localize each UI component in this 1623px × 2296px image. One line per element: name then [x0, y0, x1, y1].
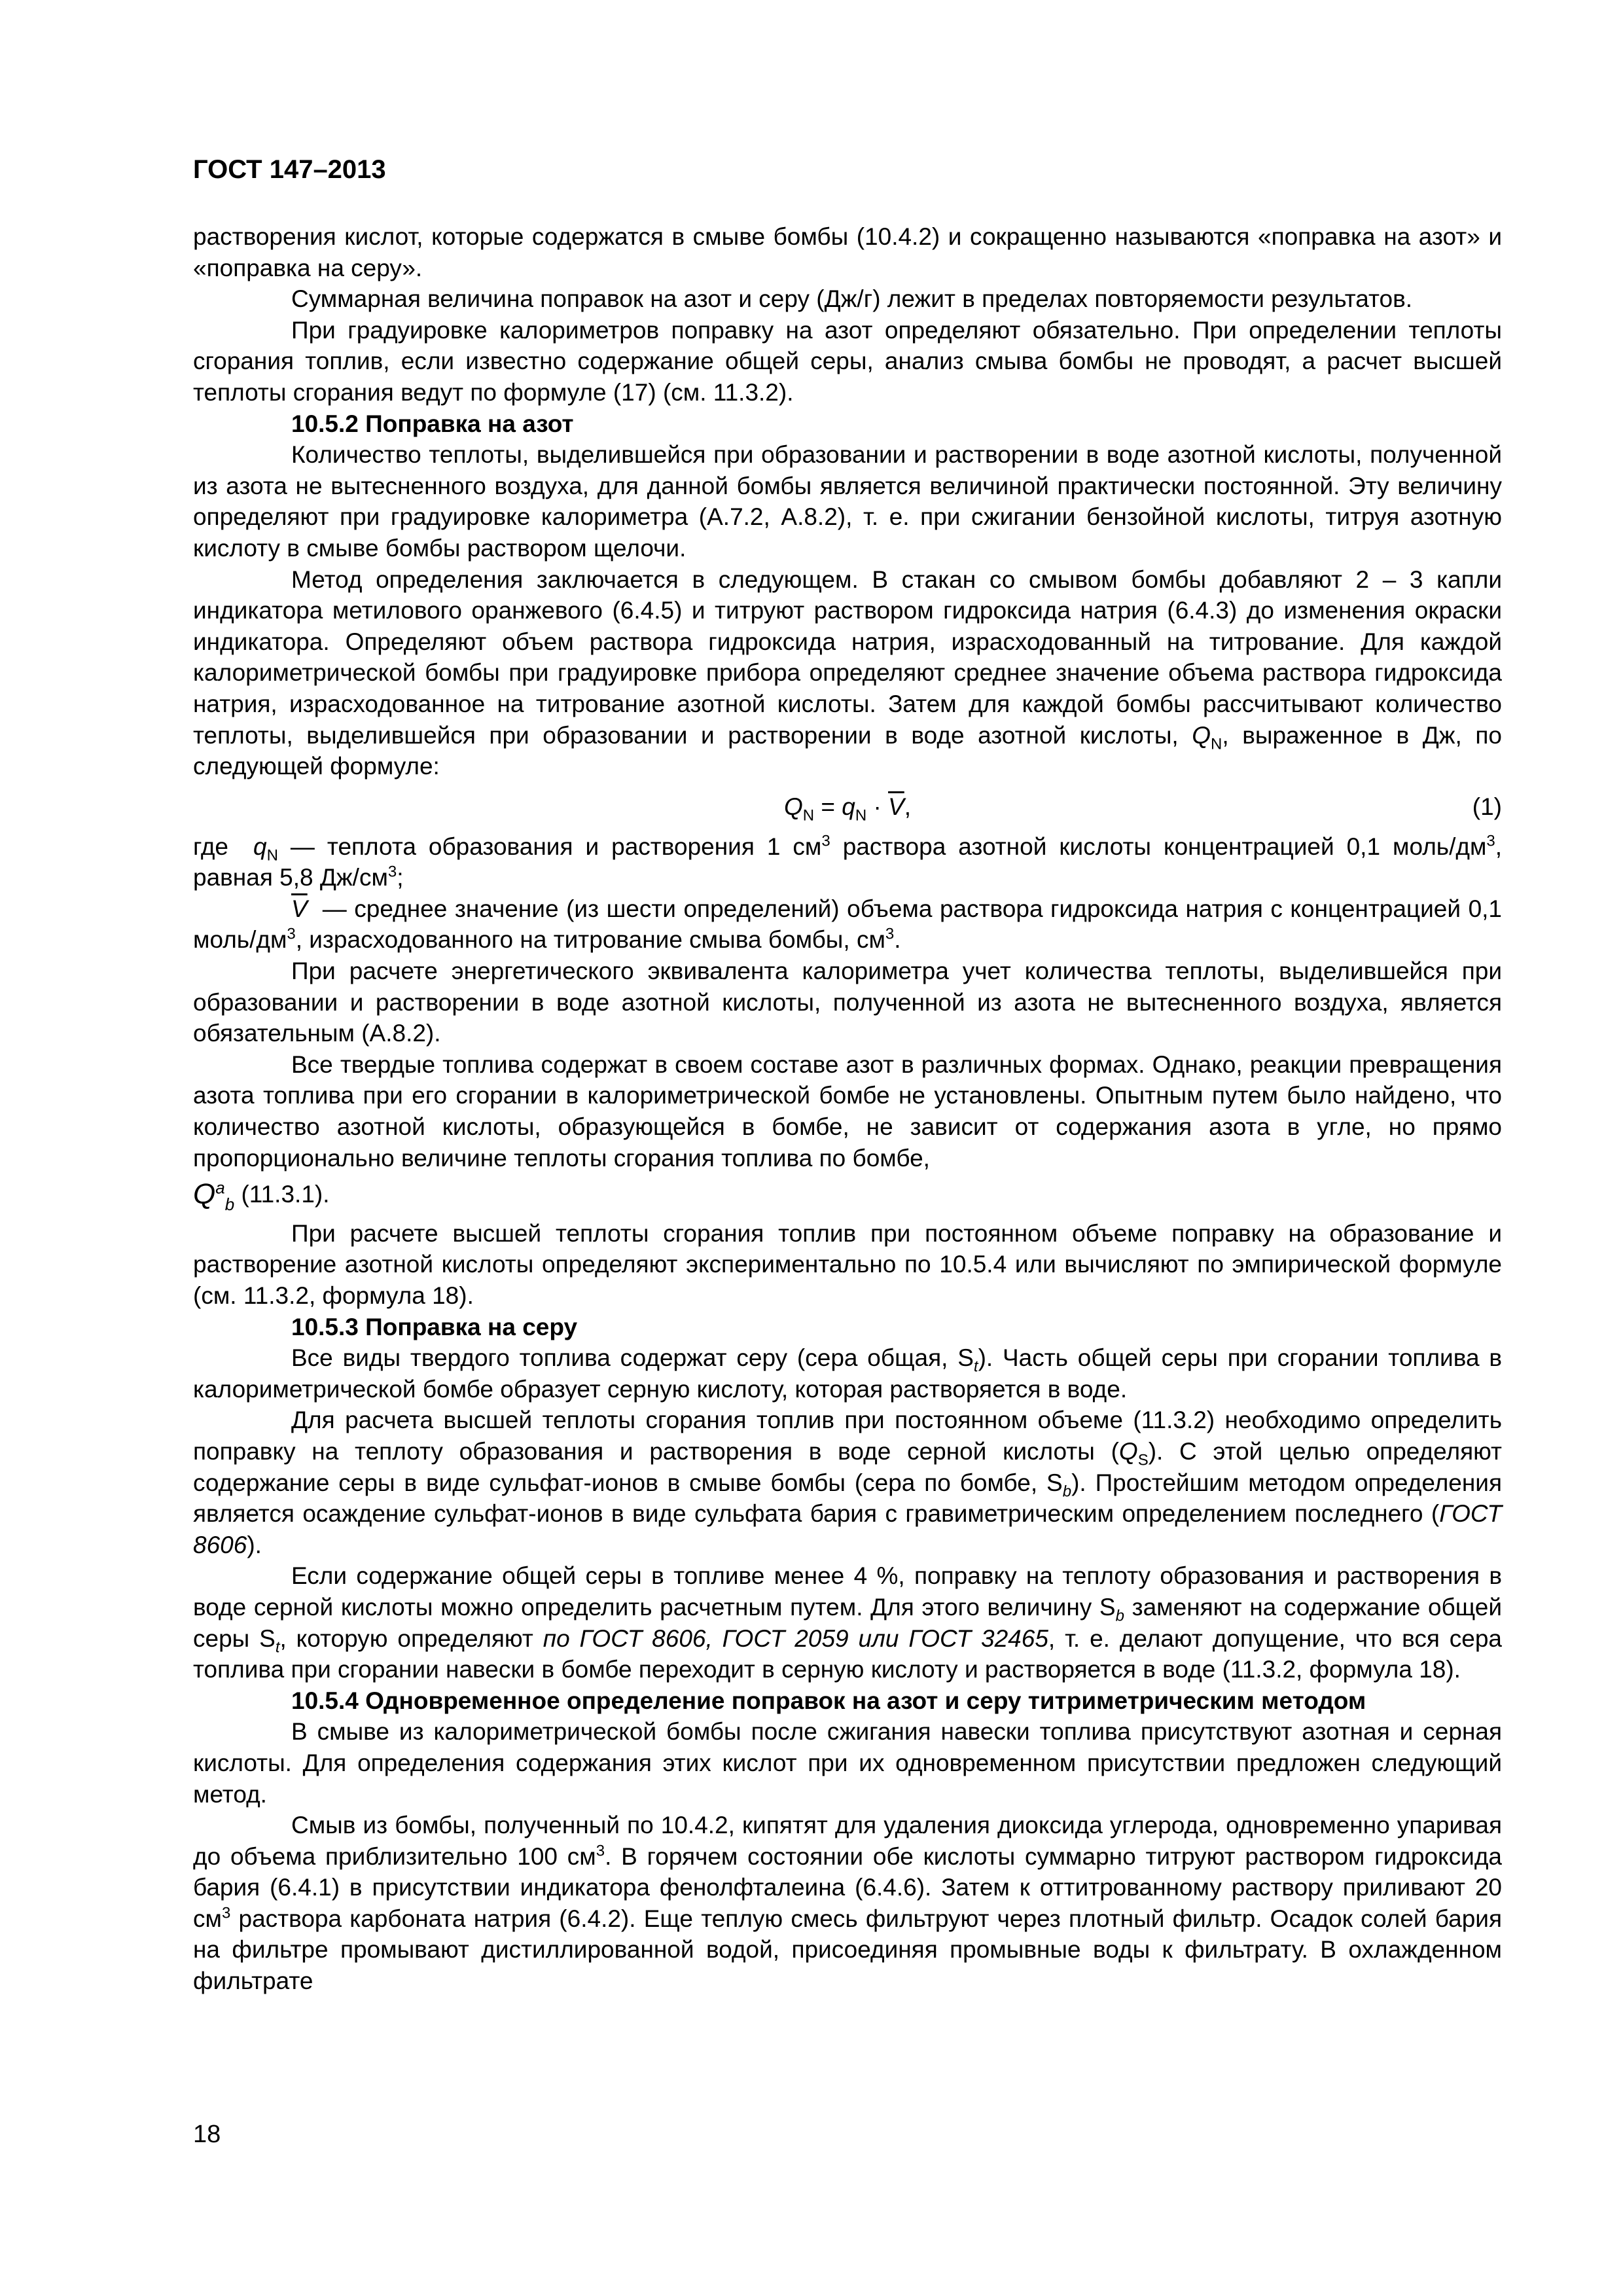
paragraph [193, 564, 1502, 782]
paragraph [193, 1716, 1502, 1810]
text: При градуировке калориметров поправку на азот определяют обязательно. При определении теплоты сгорания топлив, если известно содержание общей серы, анализ смыва бомбы не проводят, а расчет высшей теплоты сгорания ведут по формуле (17) (см. 11.3.2). [193, 316, 1502, 406]
text: растворения кислот, которые содержатся в смыве бомбы (10.4.2) и сокращенно называются «поправка на азот» и «поправка на серу». [193, 223, 1502, 281]
text: раствора азотной кислоты концентрацией 0,1 моль/дм [842, 833, 1487, 860]
symbol: Q [783, 793, 803, 820]
paragraph [193, 1049, 1502, 1174]
superscript: 3 [1486, 832, 1495, 850]
superscript: 3 [821, 832, 830, 850]
text: , равная 5,8 Дж/см [193, 833, 1503, 891]
text: . В горячем состоянии обе кислоты суммарно титруют раствором гидроксида бария (6.4.1) в присутствии индикатора фенолфталеина (6.4.6). Затем к оттитрованному раствору приливают 20 см [193, 1842, 1502, 1932]
formula-symbol [193, 1177, 235, 1215]
text: Метод определения заключается в следующем. В стакан со смывом бомбы добавляют 2 – 3 капли индикатора метилового оранжевого (6.4.5) и титруют раствором гидроксида натрия (6.4.3) до изменения окраски индикатора. Определяют объем раствора гидроксида натрия, израсходованный на титрование. Для каждой калориметрической бомбы при градуировке прибора определяют среднее значение объема раствора гидроксида натрия, израсходованное на титрование азотной кислоты. Затем для каждой бомбы рассчитывают количество теплоты, выделившейся при образовании и растворении в воде азотной кислоты, [193, 565, 1502, 749]
section-heading: 10.5.4 Одновременное определение поправок на азот и серу титриметрическим методом [291, 1687, 1366, 1714]
operator: · [873, 793, 882, 820]
text: Если содержание общей серы в топливе менее 4 %, поправку на теплоту образования и растворения в воде серной кислоты можно определить расчетным путем. Для этого величину S [193, 1562, 1502, 1621]
superscript: 3 [885, 925, 895, 944]
superscript: 3 [387, 863, 397, 881]
definition: где $q_N$ — теплота образования и растворения 1 $см^3$ раствора азотной кислоты концентрацией 0,1 моль/$дм^3$, равная 5,8 $Дж/см^3$; [193, 832, 1503, 891]
subscript: b [224, 1194, 235, 1215]
text: При расчете высшей теплоты сгорания топлив при постоянном объеме поправку на образование и растворение азотной кислоты определяют экспериментально по 10.5.4 или вычисляют по эмпирической формуле (см. 11.3.2, формула 18). [193, 1219, 1502, 1309]
document-header: ГОСТ 147–2013 [193, 155, 386, 184]
symbol: $\overline{V}$ [888, 793, 904, 820]
paragraph [193, 1560, 1502, 1685]
punct: , [904, 793, 912, 820]
text: , израсходованного на титрование смыва бомбы, см [295, 926, 885, 954]
equation [193, 791, 1502, 823]
equation-number: (1) [1472, 793, 1502, 820]
text: заменяют на содержание общей серы S [193, 1593, 1502, 1652]
standard-reference: по ГОСТ 8606, ГОСТ 2059 или ГОСТ 32465 [543, 1624, 1048, 1652]
symbol: Q [1192, 721, 1211, 749]
symbol: $\overline{V}$ [291, 895, 308, 922]
subscript: t [275, 1638, 280, 1656]
text: (11.3.1). [241, 1181, 330, 1208]
symbol: Q [1118, 1437, 1138, 1465]
symbol: q [253, 833, 267, 860]
paragraph [193, 1342, 1502, 1405]
subscript: N [802, 806, 815, 825]
subscript: b [1062, 1482, 1072, 1500]
subscript: t [973, 1357, 978, 1376]
paragraph [193, 221, 1502, 283]
paragraph [193, 1810, 1502, 1997]
section-heading: 10.5.3 Поправка на серу [291, 1313, 578, 1340]
subscript: S [1137, 1451, 1149, 1469]
definition: $\overline{V}$ — среднее значение (из шести определений) объема раствора гидроксида натрия с концентрацией 0,1 моль/$дм^3$, израсходованного на титрование смыва бомбы, $см^3$. [193, 895, 1503, 954]
text: Все виды твердого топлива содержат серу (сера общая, S [291, 1344, 974, 1372]
text: , которую определяют [279, 1624, 533, 1652]
text: , выраженное в Дж, по следующей формуле: [193, 721, 1503, 780]
text: — среднее значение (из шести определений) объема раствора гидроксида натрия с концентрацией 0,1 моль/дм [193, 895, 1503, 954]
paragraph [193, 1177, 1502, 1215]
section-heading: 10.5.2 Поправка на азот [291, 410, 574, 437]
equation-block [193, 782, 1502, 831]
paragraph [193, 315, 1502, 408]
page-body [193, 152, 1502, 1997]
superscript: a [215, 1177, 225, 1198]
subscript: b [1115, 1607, 1124, 1625]
page-number: 18 [193, 2121, 221, 2148]
superscript: 3 [596, 1842, 605, 1860]
paragraph [193, 1218, 1502, 1312]
text: Количество теплоты, выделившейся при образовании и растворении в воде азотной кислоты, полученной из азота не вытесненного воздуха, для данной бомбы является величиной практически постоянной. Эту величину определяют при градуировке калориметра (А.7.2, А.8.2), т. е. при сжигании бензойной кислоты, титруя азотную кислоту в смыве бомбы раствором щелочи. [193, 441, 1502, 562]
superscript: 3 [221, 1904, 231, 1922]
paragraph [193, 1405, 1502, 1560]
subscript: N [855, 806, 867, 825]
subscript: N [266, 846, 278, 865]
text: ). Часть общей серы при сгорании топлива в калориметрической бомбе образует серную кислоту, которая растворяется в воде. [193, 1344, 1502, 1403]
text: При расчете энергетического эквивалента калориметра учет количества теплоты, выделившейся при образовании и растворении в воде азотной кислоты, полученной из азота не вытесненного воздуха, является обязательным (А.8.2). [193, 958, 1502, 1047]
operator: = [821, 793, 835, 820]
paragraph [193, 956, 1502, 1049]
text: Суммарная величина поправок на азот и серу (Дж/г) лежит в пределах повторяемости результатов. [291, 285, 1413, 313]
text: раствора карбоната натрия (6.4.2). Еще теплую смесь фильтруют через плотный фильтр. Осадок солей бария на фильтре промывают дистиллированной водой, присоединяя промывные воды к фильтрату. В охлажденном фильтрате [193, 1905, 1502, 1995]
text: где [193, 833, 229, 860]
symbol: Q [193, 1178, 216, 1211]
standard-reference: ГОСТ 8606 [193, 1500, 1502, 1558]
text: — теплота образования и растворения 1 см [290, 833, 822, 860]
subscript: N [1211, 734, 1222, 753]
text: Смыв из бомбы, полученный по 10.4.2, кипятят для удаления диоксида углерода, одновременно упаривая до объема приблизительно 100 см [193, 1812, 1502, 1870]
text: ). Простейшим методом определения является осаждение сульфат-ионов в виде сульфата бария с гравиметрическим определением последнего ( [193, 1469, 1503, 1528]
text: Все твердые топлива содержат в своем составе азот в различных формах. Однако, реакции превращения азота топлива при его сгорании в калориметрической бомбе не установлены. Опытным путем было найдено, что количество азотной кислоты, образующейся в бомбе, не зависит от содержания азота в угле, но прямо пропорционально величине теплоты сгорания топлива по бомбе, [193, 1050, 1502, 1172]
text: ). [247, 1531, 262, 1558]
text: В смыве из калориметрической бомбы после сжигания навески топлива присутствуют азотная и серная кислоты. Для определения содержания этих кислот при их одновременном присутствии предложен следующий метод. [193, 1718, 1502, 1808]
superscript: 3 [287, 925, 296, 944]
paragraph [193, 439, 1502, 564]
paragraph [193, 283, 1502, 315]
text: , т. е. делают допущение, что вся сера топлива при сгорании навески в бомбе переходит в серную кислоту и растворяется в воде (11.3.2, формула 18). [193, 1624, 1502, 1683]
text: ). С этой целью определяют содержание серы в виде сульфат-ионов в смыве бомбы (сера по бомбе, S [193, 1437, 1502, 1496]
text: Для расчета высшей теплоты сгорания топлив при постоянном объеме (11.3.2) необходимо определить поправку на теплоту образования и растворения в воде серной кислоты ( [193, 1407, 1502, 1465]
symbol: q [842, 793, 855, 820]
